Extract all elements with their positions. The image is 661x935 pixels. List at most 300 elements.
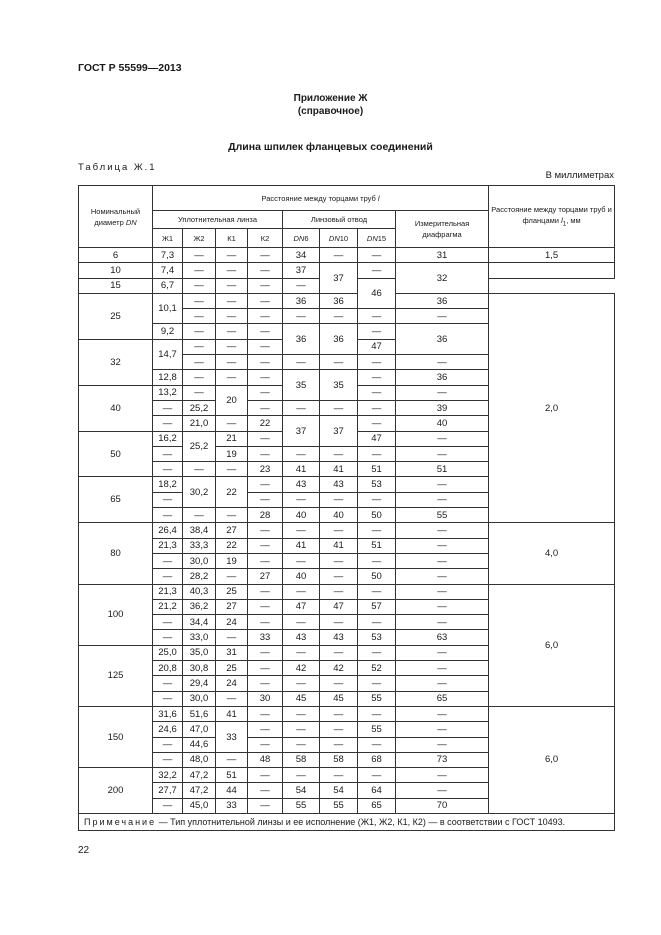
header-nominal-diameter: Номинальный диаметр DN	[79, 186, 153, 248]
cell-l10: 47	[320, 599, 358, 614]
cell-zh1: —	[153, 691, 183, 706]
cell-k1: —	[216, 508, 248, 523]
cell-zh1: —	[153, 615, 183, 630]
cell-l10: 43	[320, 630, 358, 645]
cell-diaph: —	[396, 737, 489, 752]
cell-zh1: 10,1	[153, 293, 183, 324]
cell-l10: —	[320, 584, 358, 599]
cell-k2: 23	[248, 462, 283, 477]
header-flange-distance: Расстояние между торцами труб и фланцами $l_1$, мм	[489, 186, 615, 248]
cell-diaph: 32	[396, 263, 489, 294]
cell-dn: 32	[79, 339, 153, 385]
cell-l6: —	[283, 645, 320, 660]
cell-zh2: 51,6	[183, 706, 216, 721]
cell-l10: 36	[320, 293, 358, 308]
cell-zh2: 48,0	[183, 752, 216, 767]
note-text: — Тип уплотнительной линзы и ее исполнение (Ж1, Ж2, К1, К2) — в соответствии с ГОСТ 10493.	[156, 816, 566, 827]
cell-k2: —	[248, 355, 283, 370]
cell-k1: —	[216, 691, 248, 706]
cell-k1: —	[216, 630, 248, 645]
cell-zh2: —	[183, 462, 216, 477]
standard-number: ГОСТ Р 55599—2013	[78, 62, 182, 74]
header-zh1: Ж1	[153, 229, 183, 248]
cell-l6: —	[283, 523, 320, 538]
cell-k2: —	[248, 599, 283, 614]
cell-diaph: 36	[396, 293, 489, 308]
stud-length-table	[78, 185, 615, 831]
cell-zh1: —	[153, 416, 183, 431]
cell-zh2: —	[183, 355, 216, 370]
cell-l6: —	[283, 706, 320, 721]
cell-zh2: 47,0	[183, 722, 216, 737]
cell-l15: 57	[358, 599, 396, 614]
cell-l10: —	[320, 400, 358, 415]
cell-l15: —	[358, 706, 396, 721]
cell-l15: 65	[358, 798, 396, 813]
cell-l6: 43	[283, 477, 320, 492]
cell-k1: 41	[216, 706, 248, 721]
cell-k1: —	[216, 263, 248, 278]
cell-zh1: —	[153, 462, 183, 477]
cell-l6: —	[283, 492, 320, 507]
cell-l15: —	[358, 676, 396, 691]
cell-diaph: —	[396, 553, 489, 568]
cell-zh2: 30,0	[183, 691, 216, 706]
cell-diaph: —	[396, 768, 489, 783]
cell-dn: 15	[79, 278, 153, 293]
cell-l10: 40	[320, 508, 358, 523]
cell-k1: —	[216, 278, 248, 293]
table-label: Таблица Ж.1	[78, 162, 157, 173]
cell-k1: —	[216, 752, 248, 767]
cell-k1: 44	[216, 783, 248, 798]
table-note	[79, 813, 615, 830]
cell-l6: —	[283, 722, 320, 737]
cell-zh1: 7,4	[153, 263, 183, 278]
cell-l15: —	[358, 248, 396, 263]
cell-zh2: 25,2	[183, 400, 216, 415]
cell-l15: 50	[358, 569, 396, 584]
cell-l10: —	[320, 768, 358, 783]
cell-k2: —	[248, 783, 283, 798]
cell-diaph: —	[396, 599, 489, 614]
cell-l10: —	[320, 569, 358, 584]
cell-diaph: —	[396, 523, 489, 538]
cell-zh2: 34,4	[183, 615, 216, 630]
cell-l10: —	[320, 706, 358, 721]
cell-k1: —	[216, 462, 248, 477]
cell-l10: 42	[320, 661, 358, 676]
cell-dn: 10	[79, 263, 153, 278]
cell-dn: 6	[79, 248, 153, 263]
cell-l15: —	[358, 645, 396, 660]
cell-dn: 80	[79, 523, 153, 584]
cell-zh2: 28,2	[183, 569, 216, 584]
cell-zh2: 35,0	[183, 645, 216, 660]
cell-l10: 55	[320, 798, 358, 813]
cell-k2: —	[248, 553, 283, 568]
cell-zh2: —	[183, 263, 216, 278]
cell-zh2: 33,0	[183, 630, 216, 645]
cell-l15: 55	[358, 722, 396, 737]
cell-diaph: 36	[396, 324, 489, 355]
cell-k2: —	[248, 645, 283, 660]
cell-l10: —	[320, 248, 358, 263]
cell-l6: 41	[283, 462, 320, 477]
cell-diaph: —	[396, 569, 489, 584]
header-lens-tap: Линзовый отвод	[283, 211, 396, 229]
cell-diaph: 73	[396, 752, 489, 767]
cell-k2: 30	[248, 691, 283, 706]
cell-l15: —	[358, 385, 396, 400]
table-row	[79, 523, 615, 538]
cell-diaph: —	[396, 584, 489, 599]
cell-k1: 31	[216, 645, 248, 660]
cell-zh1: —	[153, 492, 183, 507]
cell-l15: 50	[358, 508, 396, 523]
cell-k1: 21	[216, 431, 248, 446]
flange-distance-cell	[489, 263, 615, 278]
cell-zh2: —	[183, 339, 216, 354]
cell-l6: —	[283, 446, 320, 461]
cell-zh1: 16,2	[153, 431, 183, 446]
cell-l10: 43	[320, 477, 358, 492]
cell-l6: 35	[283, 370, 320, 401]
cell-k1: 27	[216, 523, 248, 538]
cell-zh1: 21,3	[153, 538, 183, 553]
cell-k1: 33	[216, 798, 248, 813]
cell-k1: 33	[216, 722, 248, 753]
cell-l6: 45	[283, 691, 320, 706]
cell-k2: —	[248, 615, 283, 630]
cell-l15: —	[358, 523, 396, 538]
cell-k1: 22	[216, 477, 248, 508]
cell-zh1: 13,2	[153, 385, 183, 400]
cell-l10: 54	[320, 783, 358, 798]
cell-l10: —	[320, 553, 358, 568]
cell-l15: —	[358, 324, 396, 339]
cell-l6: 41	[283, 538, 320, 553]
cell-k1: 27	[216, 599, 248, 614]
cell-zh1: 31,6	[153, 706, 183, 721]
cell-l15: —	[358, 400, 396, 415]
cell-k1: 51	[216, 768, 248, 783]
cell-k2: —	[248, 661, 283, 676]
cell-zh2: —	[183, 370, 216, 385]
cell-k2: —	[248, 492, 283, 507]
flange-distance-cell: 4,0	[489, 523, 615, 584]
cell-zh1: 25,0	[153, 645, 183, 660]
header-diaphragm: Измерительная диафрагма	[396, 211, 489, 248]
cell-k2: —	[248, 584, 283, 599]
appendix-title: Приложение Ж	[293, 93, 368, 104]
cell-l10: —	[320, 722, 358, 737]
cell-l6: 36	[283, 324, 320, 355]
cell-k1: 19	[216, 446, 248, 461]
cell-k1: 24	[216, 676, 248, 691]
cell-l15: 51	[358, 538, 396, 553]
cell-l15: —	[358, 737, 396, 752]
cell-dn: 65	[79, 477, 153, 523]
cell-zh1: 12,8	[153, 370, 183, 385]
cell-k2: —	[248, 768, 283, 783]
cell-diaph: 65	[396, 691, 489, 706]
cell-zh2: —	[183, 324, 216, 339]
header-seal-lens: Уплотнительная линза	[153, 211, 283, 229]
cell-zh2: 45,0	[183, 798, 216, 813]
cell-diaph: 70	[396, 798, 489, 813]
cell-zh1: 7,3	[153, 248, 183, 263]
cell-l10: 37	[320, 416, 358, 447]
cell-l6: 40	[283, 508, 320, 523]
cell-diaph: —	[396, 431, 489, 446]
cell-zh2: 36,2	[183, 599, 216, 614]
cell-l15: 68	[358, 752, 396, 767]
units-label: В миллиметрах	[545, 170, 614, 181]
cell-diaph: 40	[396, 416, 489, 431]
cell-diaph: —	[396, 477, 489, 492]
cell-k2: —	[248, 263, 283, 278]
cell-l6: 42	[283, 661, 320, 676]
flange-distance-cell: 6,0	[489, 584, 615, 706]
cell-k2: 27	[248, 569, 283, 584]
cell-k1: —	[216, 248, 248, 263]
flange-distance-cell: 1,5	[489, 248, 615, 263]
table-row	[79, 248, 615, 263]
cell-zh1: 26,4	[153, 523, 183, 538]
header-distance: Расстояние между торцами труб l	[153, 186, 489, 211]
cell-l6: —	[283, 584, 320, 599]
flange-distance-cell: 6,0	[489, 706, 615, 813]
cell-l15: 52	[358, 661, 396, 676]
cell-l15: 47	[358, 431, 396, 446]
cell-k2: 22	[248, 416, 283, 431]
cell-l10: —	[320, 523, 358, 538]
page-number: 22	[78, 845, 90, 856]
cell-l15: —	[358, 446, 396, 461]
cell-dn: 40	[79, 385, 153, 431]
cell-zh1: —	[153, 737, 183, 752]
cell-l15: 47	[358, 339, 396, 354]
cell-zh1: 21,3	[153, 584, 183, 599]
cell-k1: 25	[216, 661, 248, 676]
cell-l15: —	[358, 615, 396, 630]
cell-zh1: —	[153, 508, 183, 523]
cell-diaph: —	[396, 645, 489, 660]
cell-l6: —	[283, 553, 320, 568]
cell-zh1: —	[153, 798, 183, 813]
cell-zh2: —	[183, 385, 216, 400]
cell-zh2: 44,6	[183, 737, 216, 752]
cell-l6: —	[283, 737, 320, 752]
cell-zh2: —	[183, 248, 216, 263]
cell-l6: 54	[283, 783, 320, 798]
cell-l10: 41	[320, 538, 358, 553]
cell-l6: 58	[283, 752, 320, 767]
cell-k2: 28	[248, 508, 283, 523]
cell-l15: —	[358, 309, 396, 324]
cell-k1: —	[216, 416, 248, 431]
flange-distance-cell: 2,0	[489, 293, 615, 522]
cell-l10: —	[320, 492, 358, 507]
header-dn6: DN6	[283, 229, 320, 248]
cell-k2: —	[248, 477, 283, 492]
cell-k2: —	[248, 431, 283, 446]
cell-zh2: 47,2	[183, 768, 216, 783]
cell-k2: 33	[248, 630, 283, 645]
cell-l15: —	[358, 584, 396, 599]
cell-k2: —	[248, 278, 283, 293]
cell-zh1: 18,2	[153, 477, 183, 492]
cell-diaph: 51	[396, 462, 489, 477]
cell-zh2: —	[183, 508, 216, 523]
cell-k1: 19	[216, 553, 248, 568]
cell-zh2: 21,0	[183, 416, 216, 431]
cell-zh2: —	[183, 278, 216, 293]
cell-diaph: 36	[396, 370, 489, 385]
cell-l10: —	[320, 355, 358, 370]
cell-diaph: —	[396, 676, 489, 691]
cell-zh2: 30,8	[183, 661, 216, 676]
cell-diaph: —	[396, 783, 489, 798]
cell-k2: —	[248, 798, 283, 813]
cell-k2: —	[248, 370, 283, 385]
cell-l6: —	[283, 615, 320, 630]
cell-dn: 125	[79, 645, 153, 706]
cell-k2: —	[248, 538, 283, 553]
cell-zh1: 14,7	[153, 339, 183, 370]
cell-zh2: 29,4	[183, 676, 216, 691]
cell-dn: 150	[79, 706, 153, 767]
cell-l15: —	[358, 768, 396, 783]
cell-zh2: 30,0	[183, 553, 216, 568]
cell-k1: 20	[216, 385, 248, 416]
header-k2: К2	[248, 229, 283, 248]
cell-diaph: —	[396, 385, 489, 400]
table-row	[79, 263, 615, 278]
cell-zh1: —	[153, 630, 183, 645]
cell-k1: 25	[216, 584, 248, 599]
table-row	[79, 293, 615, 308]
cell-diaph: —	[396, 492, 489, 507]
cell-zh2: 33,3	[183, 538, 216, 553]
cell-k1: 24	[216, 615, 248, 630]
cell-l6: —	[283, 400, 320, 415]
cell-k2: —	[248, 339, 283, 354]
cell-k2: —	[248, 676, 283, 691]
cell-diaph: 31	[396, 248, 489, 263]
cell-l10: 37	[320, 263, 358, 294]
cell-l10: 35	[320, 370, 358, 401]
cell-zh1: 21,2	[153, 599, 183, 614]
cell-dn: 50	[79, 431, 153, 477]
cell-diaph: —	[396, 446, 489, 461]
cell-l15: 51	[358, 462, 396, 477]
cell-k2: —	[248, 737, 283, 752]
cell-k2: —	[248, 523, 283, 538]
cell-l10: 36	[320, 324, 358, 355]
cell-diaph: 55	[396, 508, 489, 523]
cell-l6: 37	[283, 416, 320, 447]
cell-l15: 55	[358, 691, 396, 706]
cell-zh2: 30,2	[183, 477, 216, 508]
cell-zh1: 6,7	[153, 278, 183, 293]
cell-k2: —	[248, 446, 283, 461]
cell-diaph: —	[396, 615, 489, 630]
cell-k1: —	[216, 569, 248, 584]
cell-l10: 41	[320, 462, 358, 477]
cell-l6: —	[283, 768, 320, 783]
cell-k1: —	[216, 324, 248, 339]
cell-dn: 200	[79, 768, 153, 814]
cell-k1: —	[216, 339, 248, 354]
cell-zh1: —	[153, 676, 183, 691]
cell-zh1: —	[153, 752, 183, 767]
cell-l15: —	[358, 370, 396, 385]
table-row	[79, 584, 615, 599]
cell-zh2: 47,2	[183, 783, 216, 798]
cell-diaph: —	[396, 538, 489, 553]
cell-k1: —	[216, 370, 248, 385]
cell-l6: —	[283, 676, 320, 691]
cell-diaph: —	[396, 722, 489, 737]
cell-zh1: —	[153, 400, 183, 415]
cell-zh2: 40,3	[183, 584, 216, 599]
cell-l6: —	[283, 355, 320, 370]
cell-l6: 34	[283, 248, 320, 263]
cell-l10: —	[320, 645, 358, 660]
cell-k1: —	[216, 309, 248, 324]
cell-l15: —	[358, 355, 396, 370]
cell-zh1: 27,7	[153, 783, 183, 798]
cell-l6: 43	[283, 630, 320, 645]
document-title: Длина шпилек фланцевых соединений	[228, 141, 433, 153]
cell-dn: 25	[79, 293, 153, 339]
cell-k2: —	[248, 400, 283, 415]
cell-l6: 47	[283, 599, 320, 614]
cell-l6: —	[283, 309, 320, 324]
cell-diaph: —	[396, 706, 489, 721]
header-zh2: Ж2	[183, 229, 216, 248]
cell-zh1: 32,2	[153, 768, 183, 783]
cell-l6: 37	[283, 263, 320, 278]
cell-l10: —	[320, 446, 358, 461]
header-dn15: DN15	[358, 229, 396, 248]
cell-zh1: 20,8	[153, 661, 183, 676]
cell-zh2: —	[183, 309, 216, 324]
cell-zh1: 24,6	[153, 722, 183, 737]
cell-diaph: —	[396, 661, 489, 676]
cell-l6: 36	[283, 293, 320, 308]
cell-l15: 46	[358, 278, 396, 309]
cell-l15: —	[358, 553, 396, 568]
cell-l15: 64	[358, 783, 396, 798]
cell-k2: —	[248, 722, 283, 737]
cell-k2: 48	[248, 752, 283, 767]
cell-zh1: —	[153, 569, 183, 584]
cell-l10: —	[320, 737, 358, 752]
cell-l15: 53	[358, 630, 396, 645]
cell-k2: —	[248, 324, 283, 339]
table-row	[79, 706, 615, 721]
cell-l6: —	[283, 278, 320, 293]
cell-k1: —	[216, 293, 248, 308]
cell-zh1: —	[153, 446, 183, 461]
cell-zh2: 38,4	[183, 523, 216, 538]
note-label: Примечание	[84, 816, 157, 827]
appendix-subtitle: (справочное)	[297, 106, 364, 117]
cell-l15: —	[358, 416, 396, 431]
